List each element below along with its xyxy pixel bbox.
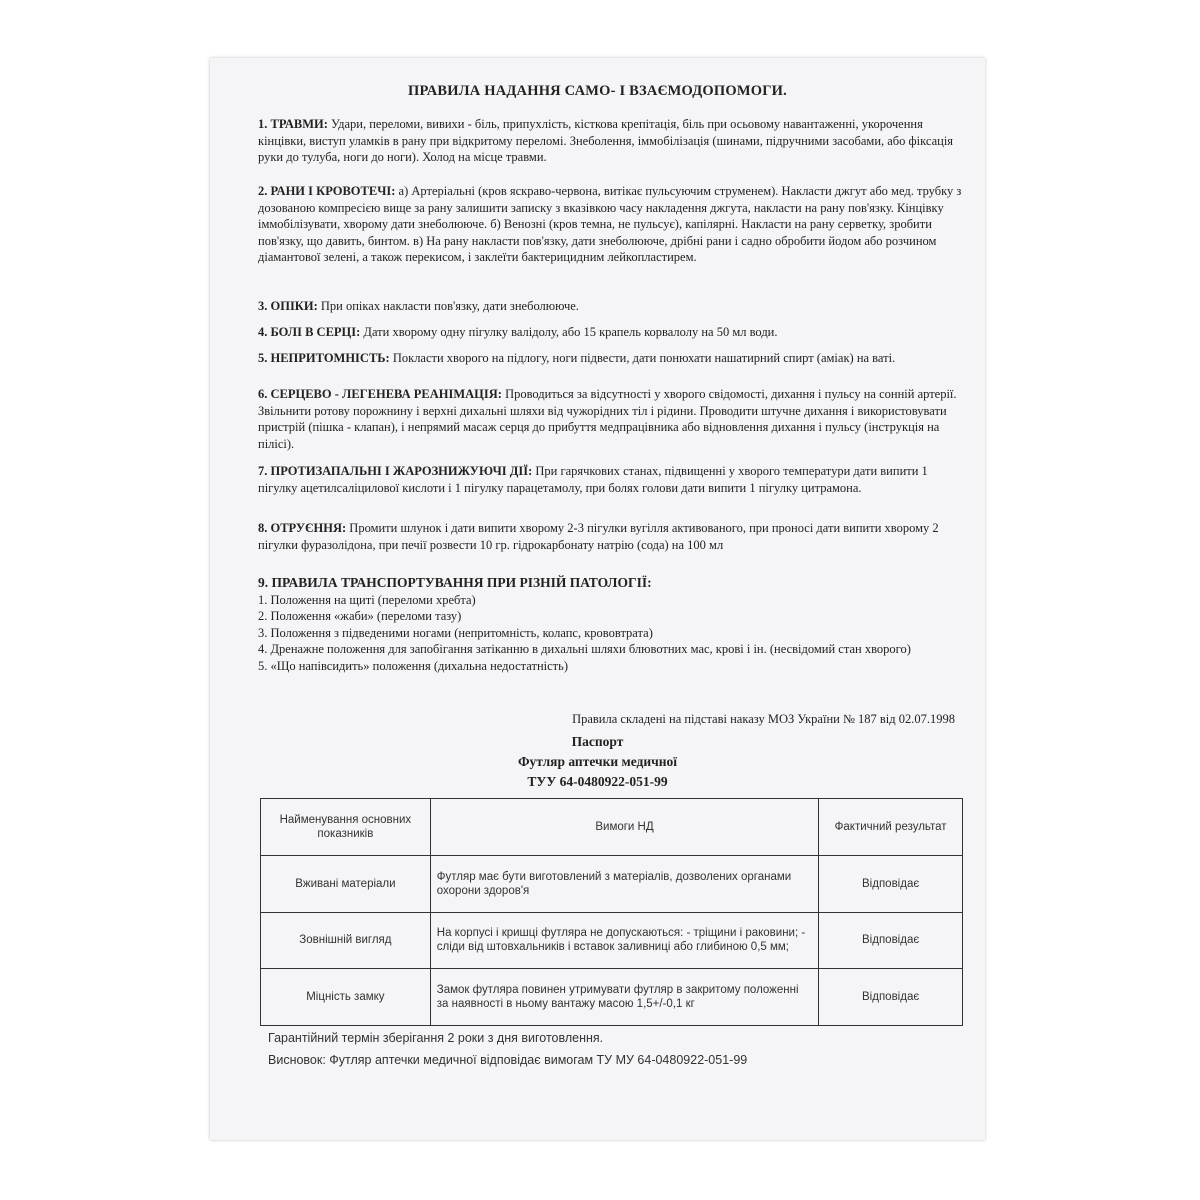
section-heading: 2. РАНИ І КРОВОТЕЧІ: xyxy=(258,184,396,198)
transport-item: 3. Положення з підведеними ногами (непритомність, колапс, крововтрата) xyxy=(258,625,653,640)
passport-subtitle: Футляр аптечки медичної xyxy=(517,754,678,769)
section-injuries xyxy=(258,116,963,166)
section-heading: 7. ПРОТИЗАПАЛЬНІ І ЖАРОЗНИЖУЮЧІ ДІЇ: xyxy=(258,464,533,478)
passport-title: Паспорт xyxy=(571,734,624,749)
table-header-row xyxy=(261,799,963,856)
section-text: Проводиться за відсутності у хворого свідомості, дихання і пульсу на сонній артерії. Звільнити ротову порожнину і верхні дихальні шляхи від чужорідних тіл і рідини. Проводити штучне дихання і використовувати пристрій (пішка - клапан), і непрямий масаж серця до прибуття медпрацівника або відновлення дихання і пульсу (інструкція на пілісі). xyxy=(258,387,957,451)
table-cell-requirement: На корпусі і кришці футляра не допускаються: - тріщини і раковини; - сліди від штовхальників і вставок заливниці або глибиною 0,5 мм; xyxy=(430,912,818,969)
table-cell-result: Відповідає xyxy=(819,969,963,1026)
section-fainting xyxy=(258,350,963,367)
table-header-cell: Фактичний результат xyxy=(819,799,963,856)
section-heading: 1. ТРАВМИ: xyxy=(258,117,328,131)
table-row xyxy=(261,969,963,1026)
legal-note: Правила складені на підставі наказу МОЗ України № 187 від 02.07.1998 xyxy=(572,712,955,726)
table-header-cell: Найменування основних показників xyxy=(261,799,431,856)
section-poisoning xyxy=(258,520,963,553)
section-text: Удари, переломи, вивихи - біль, припухлість, кісткова крепітація, біль при осьовому навантаженні, укорочення кінцівки, виступ уламків в рану при відкритому переломі. Знеболення, іммобілізація (шинами, підручними засобами, або фіксація руки до тулуба, ноги до ноги). Холод на місце травми. xyxy=(258,117,954,164)
transport-heading: 9. ПРАВИЛА ТРАНСПОРТУВАННЯ ПРИ РІЗНІЙ ПАТОЛОГІЇ: xyxy=(258,575,652,590)
table-cell-result: Відповідає xyxy=(819,912,963,969)
section-text: При опіках накласти пов'язку, дати знеболююче. xyxy=(320,299,579,313)
table-cell-name: Зовнішній вигляд xyxy=(261,912,431,969)
section-text: а) Артеріальні (кров яскраво-червона, витікає пульсуючим струменем). Накласти джгут або мед. трубку з дозованою компресією вище за рану залишити записку з вказівкою часу накладення джгута, накласти на рану пов'язку. Кінцівку іммобілізувати, хворому дати знеболююче. б) Венозні (кров темна, не пульсує), капілярні. Накласти на рану серветку, зробити пов'язку, що давить, бинтом. в) На рану накласти пов'язку, дати знеболююче, дрібні рани і садно обробити йодом або розчином діамантової зелені, а також перекисом, і заклеїти бактерицидним лейкопластирем. xyxy=(258,184,962,264)
conclusion-text: Висновок: Футляр аптечки медичної відповідає вимогам ТУ МУ 64-0480922-051-99 xyxy=(268,1053,748,1067)
section-heading: 6. СЕРЦЕВО - ЛЕГЕНЕВА РЕАНІМАЦІЯ: xyxy=(258,387,502,401)
section-heart-pain xyxy=(258,324,963,341)
section-antipyretic xyxy=(258,463,963,496)
transport-item: 1. Положення на щиті (переломи хребта) xyxy=(258,592,476,607)
section-text: При гарячкових станах, підвищенні у хворого температури дати випити 1 пігулку ацетилсаліцилової кислоти і 1 пігулку парацетамолу, при болях голови дати випити 1 пігулку цитрамона. xyxy=(258,464,928,495)
section-text: Покласти хворого на підлогу, ноги підвести, дати понюхати нашатирний спирт (аміак) на ваті. xyxy=(392,351,896,365)
section-heading: 4. БОЛІ В СЕРЦІ: xyxy=(258,325,361,339)
passport-table xyxy=(260,798,963,1026)
section-heading: 8. ОТРУЄННЯ: xyxy=(258,521,347,535)
section-heading: 5. НЕПРИТОМНІСТЬ: xyxy=(258,351,390,365)
transport-item: 4. Дренажне положення для запобігання затіканню в дихальні шляхи блювотних мас, крові і ін. (несвідомий стан хворого) xyxy=(258,642,911,656)
section-transport xyxy=(258,575,963,674)
section-text: Промити шлунок і дати випити хворому 2-3 пігулки вугілля активованого, при проносі дати випити хворому 2 пігулки фуразолідона, при печії розвести 10 гр. гідрокарбонату натрію (сода) на 100 мл xyxy=(258,521,939,552)
table-header-cell: Вимоги НД xyxy=(430,799,818,856)
section-text: Дати хворому одну пігулку валідолу, або 15 крапель корвалолу на 50 мл води. xyxy=(363,325,778,339)
section-wounds xyxy=(258,183,963,266)
table-row xyxy=(261,855,963,912)
document-sheet xyxy=(210,58,985,1140)
passport-code: ТУУ 64-0480922-051-99 xyxy=(527,774,668,789)
table-cell-requirement: Замок футляра повинен утримувати футляр в закритому положенні за наявності в ньому вантажу масою 1,5+/-0,1 кг xyxy=(430,969,818,1026)
section-heading: 3. ОПІКИ: xyxy=(258,299,318,313)
table-cell-name: Вживані матеріали xyxy=(261,855,431,912)
table-row xyxy=(261,912,963,969)
transport-item: 5. «Що напівсидить» положення (дихальна недостатність) xyxy=(258,658,568,673)
table-cell-result: Відповідає xyxy=(819,855,963,912)
section-burns xyxy=(258,298,963,315)
table-cell-name: Міцність замку xyxy=(261,969,431,1026)
section-cpr xyxy=(258,386,963,452)
document-title: ПРАВИЛА НАДАННЯ САМО- І ВЗАЄМОДОПОМОГИ. xyxy=(408,83,787,99)
warranty-text: Гарантійний термін зберігання 2 роки з дня виготовлення. xyxy=(268,1031,604,1045)
transport-item: 2. Положення «жаби» (переломи тазу) xyxy=(258,609,462,623)
table-cell-requirement: Футляр має бути виготовлений з матеріалів, дозволених органами охорони здоров'я xyxy=(430,855,818,912)
